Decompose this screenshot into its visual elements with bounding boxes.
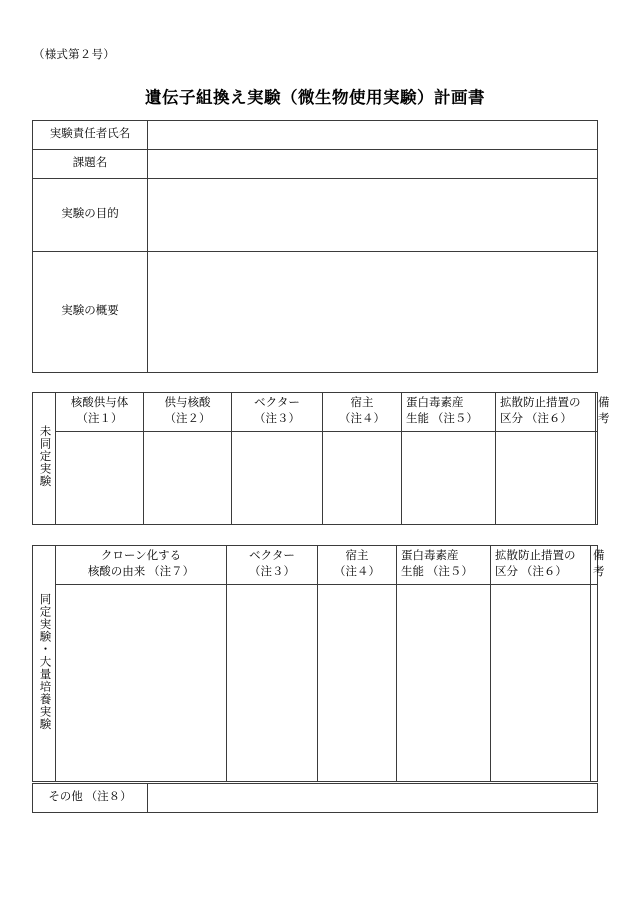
column-header-line1: クローン化する xyxy=(100,550,182,563)
column-header-line2: 区分 （注６） xyxy=(500,413,572,425)
column-header-line1: 核酸供与体 xyxy=(70,397,129,410)
column-header-host xyxy=(318,546,397,585)
cell-cloned-nucleic-acid-origin[interactable] xyxy=(56,585,227,782)
column-header-containment-category xyxy=(491,546,591,585)
label-other: その他 （注８） xyxy=(33,784,148,813)
column-header-containment-category xyxy=(496,393,596,432)
column-header-donated-nucleic-acid xyxy=(144,393,232,432)
table-row xyxy=(33,179,598,252)
column-header-line1: ベクター xyxy=(254,397,300,410)
field-experiment-purpose[interactable] xyxy=(148,179,598,252)
field-experiment-outline[interactable] xyxy=(148,252,598,373)
column-header-line2: （注３） xyxy=(254,413,300,425)
other-table xyxy=(32,783,598,813)
cell-protein-toxin-production[interactable] xyxy=(402,432,496,525)
column-header-line2: 生能 （注５） xyxy=(406,413,478,425)
column-header-line2: 生能 （注５） xyxy=(401,566,473,578)
table-row xyxy=(33,150,598,179)
column-header-line1: 宿主 xyxy=(350,397,374,410)
column-header-line2: （注４） xyxy=(334,566,380,578)
column-header-line2: （注１） xyxy=(76,413,123,425)
cell-nucleic-acid-donor[interactable] xyxy=(56,432,144,525)
side-label-identified-text: 同定実験・大量培養実験 xyxy=(38,592,51,731)
column-header-line2: 核酸の由来 （注７） xyxy=(87,566,195,578)
column-header-cloned-nucleic-acid-origin xyxy=(56,546,227,585)
column-header-line2: （注４） xyxy=(339,413,385,425)
header-info-table xyxy=(32,120,598,373)
identified-experiment-table xyxy=(32,545,605,782)
cell-containment-category[interactable] xyxy=(491,585,591,782)
side-label-unidentified-text: 未同定実験 xyxy=(38,425,51,488)
field-subject-name[interactable] xyxy=(148,150,598,179)
side-label-identified xyxy=(33,546,56,782)
page-title: 遺伝子組換え実験（微生物使用実験）計画書 xyxy=(145,88,485,107)
table-header-row xyxy=(33,546,598,585)
cell-remarks[interactable] xyxy=(591,585,598,782)
cell-containment-category[interactable] xyxy=(496,432,596,525)
field-other[interactable] xyxy=(148,784,598,813)
table-row xyxy=(33,585,598,782)
cell-host[interactable] xyxy=(323,432,402,525)
cell-vector[interactable] xyxy=(227,585,318,782)
cell-protein-toxin-production[interactable] xyxy=(397,585,491,782)
label-subject-name: 課題名 xyxy=(33,150,148,179)
cell-remarks[interactable] xyxy=(596,432,598,525)
column-header-vector xyxy=(227,546,318,585)
column-header-remarks xyxy=(591,546,605,585)
label-experiment-purpose: 実験の目的 xyxy=(33,179,148,252)
table-row xyxy=(33,784,598,813)
column-header-remarks: 備考 xyxy=(596,393,598,432)
table-row xyxy=(33,432,598,525)
column-header-line1: 宿主 xyxy=(345,550,369,563)
cell-host[interactable] xyxy=(318,585,397,782)
column-header-protein-toxin-production xyxy=(402,393,496,432)
field-responsible-person[interactable] xyxy=(148,121,598,150)
column-header-line1: 蛋白毒素産 xyxy=(401,550,459,563)
cell-vector[interactable] xyxy=(232,432,323,525)
column-header-nucleic-acid-donor xyxy=(56,393,144,432)
column-header-line1: ベクター xyxy=(249,550,295,563)
unidentified-experiment-table xyxy=(32,392,610,525)
column-header-line2: （注２） xyxy=(164,413,211,425)
table-row xyxy=(33,121,598,150)
column-header-line2: 区分 （注６） xyxy=(495,566,567,578)
column-header-protein-toxin-production xyxy=(397,546,491,585)
column-header-line1: 蛋白毒素産 xyxy=(406,397,464,410)
column-header-line1: 備考 xyxy=(593,550,605,578)
column-header-host xyxy=(323,393,402,432)
cell-donated-nucleic-acid[interactable] xyxy=(144,432,232,525)
label-experiment-outline: 実験の概要 xyxy=(33,252,148,373)
side-label-unidentified xyxy=(33,393,56,525)
column-header-vector xyxy=(232,393,323,432)
column-header-line1: 拡散防止措置の xyxy=(500,397,581,410)
form-number: （様式第２号） xyxy=(33,49,115,61)
column-header-line2: （注３） xyxy=(249,566,295,578)
column-header-line1: 供与核酸 xyxy=(164,397,211,410)
label-responsible-person: 実験責任者氏名 xyxy=(33,121,148,150)
table-row xyxy=(33,252,598,373)
table-header-row xyxy=(33,393,598,432)
column-header-line1: 拡散防止措置の xyxy=(495,550,576,563)
